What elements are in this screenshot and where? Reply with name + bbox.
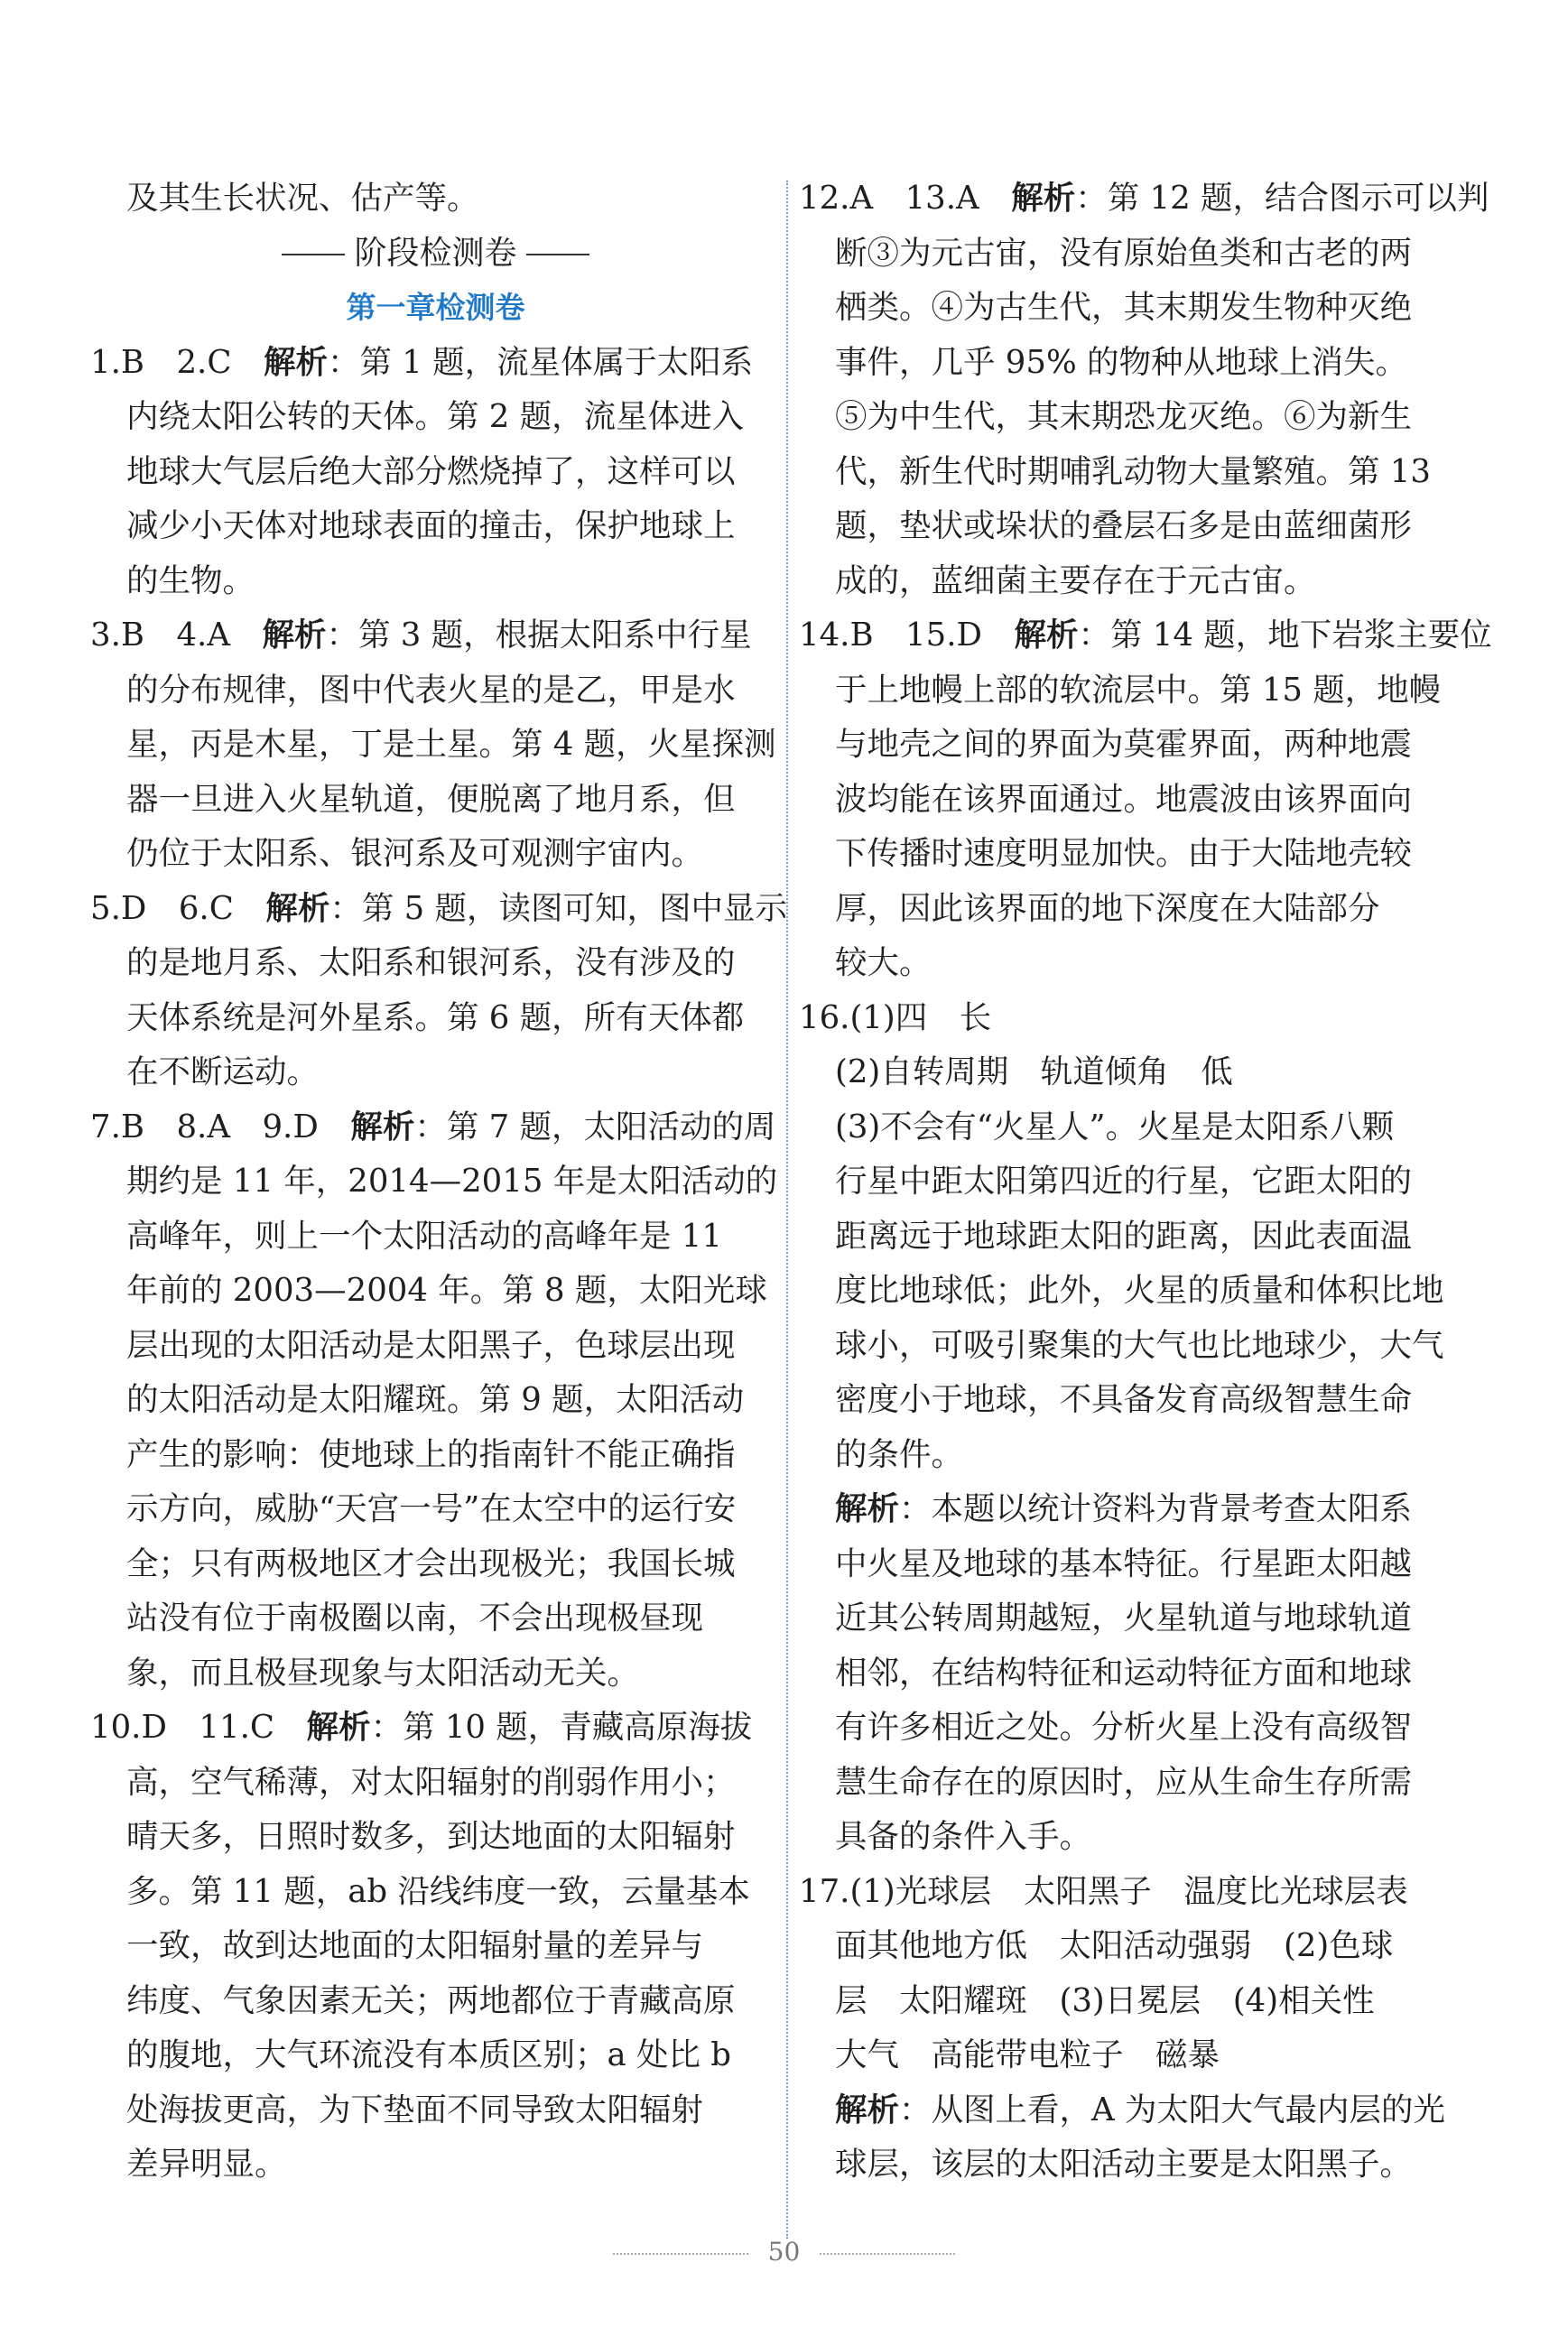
answer-q10-11: 10.D 11.C 解析：第 10 题，青藏高原海拔 [90, 1709, 753, 1746]
text-line: (2)自转周期 轨道倾角 低 [835, 1053, 1233, 1090]
text-line: 在不断运动。 [126, 1053, 320, 1090]
text-line: 天体系统是河外星系。第 6 题，所有天体都 [126, 998, 745, 1036]
text-line: 的腹地，大气环流没有本质区别；a 处比 b [126, 2036, 731, 2073]
title-rule-right [526, 254, 589, 255]
text-line: 中火星及地球的基本特征。行星距太阳越 [835, 1544, 1413, 1582]
answer-q3-4: 3.B 4.A 解析：第 3 题，根据太阳系中行星 [90, 617, 752, 654]
text-line: 相邻，在结构特征和运动特征方面和地球 [835, 1654, 1413, 1692]
text-line: 纬度、气象因素无关；两地都位于青藏高原 [126, 1981, 736, 2019]
footer-rule-right [820, 2253, 955, 2255]
text-line: 断③为元古宙，没有原始鱼类和古老的两 [835, 234, 1413, 272]
text-line: 器一旦进入火星轨道，便脱离了地月系，但 [126, 780, 736, 818]
right-column [799, 172, 1492, 2193]
footer-rule-left [613, 2253, 748, 2255]
text-line: 栖类。④为古生代，其末期发生物种灭绝 [835, 289, 1413, 326]
text-line: 层出现的太阳活动是太阳黑子，色球层出现 [126, 1326, 736, 1364]
title-rule-left [282, 254, 345, 255]
text-line: 面其他地方低 太阳活动强弱 (2)色球 [835, 1927, 1394, 1964]
text-line: 的是地月系、太阳系和银河系，没有涉及的 [126, 944, 736, 981]
analysis-q16: 解析：本题以统计资料为背景考查太阳系 [835, 1490, 1413, 1527]
text-line: ⑤为中生代，其末期恐龙灭绝。⑥为新生 [835, 398, 1413, 435]
text-line: 高，空气稀薄，对太阳辐射的削弱作用小； [126, 1763, 736, 1801]
text-line: 球小，可吸引聚集的大气也比地球少，大气 [835, 1326, 1444, 1364]
page-footer [0, 2237, 1568, 2273]
text-line: 仍位于太阳系、银河系及可观测宇宙内。 [126, 835, 704, 872]
answer-q16: 16.(1)四 长 [799, 998, 992, 1036]
text-line: 与地壳之间的界面为莫霍界面，两种地震 [835, 726, 1413, 763]
text-line: 的分布规律，图中代表火星的是乙，甲是水 [126, 671, 736, 709]
text-line: 距离远于地球距太阳的距离，因此表面温 [835, 1217, 1413, 1255]
text-line: 代，新生代时期哺乳动物大量繁殖。第 13 [835, 452, 1431, 490]
answer-q17: 17.(1)光球层 太阳黑子 温度比光球层表 [799, 1872, 1408, 1910]
text-line: 慧生命存在的原因时，应从生命生存所需 [835, 1763, 1413, 1801]
text-line: 近其公转周期越短，火星轨道与地球轨道 [835, 1600, 1413, 1637]
answer-q14-15: 14.B 15.D 解析：第 14 题，地下岩浆主要位 [799, 617, 1492, 654]
text-line: 波均能在该界面通过。地震波由该界面向 [835, 780, 1413, 818]
answer-q5-6: 5.D 6.C 解析：第 5 题，读图可知，图中显示 [90, 889, 788, 927]
answer-q7-9: 7.B 8.A 9.D 解析：第 7 题，太阳活动的周 [90, 1108, 776, 1145]
text-line: 高峰年，则上一个太阳活动的高峰年是 11 [126, 1217, 722, 1255]
left-column [90, 172, 788, 2193]
text-line: 事件，几乎 95% 的物种从地球上消失。 [835, 343, 1407, 381]
text-line: 地球大气层后绝大部分燃烧掉了，这样可以 [126, 452, 736, 490]
text-line: 一致，故到达地面的太阳辐射量的差异与 [126, 1927, 704, 1964]
text-line: 有许多相近之处。分析火星上没有高级智 [835, 1709, 1413, 1746]
text-line: 全；只有两极地区才会出现极光；我国长城 [126, 1544, 736, 1582]
text-line: 站没有位于南极圈以南，不会出现极昼现 [126, 1600, 704, 1637]
section-title: 阶段检测卷 [90, 227, 781, 282]
text-line: 产生的影响：使地球上的指南针不能正确指 [126, 1435, 736, 1473]
text-line: 星，丙是木星，丁是土星。第 4 题，火星探测 [126, 726, 776, 763]
chapter-title: 第一章检测卷 [346, 290, 525, 325]
text-line: 层 太阳耀斑 (3)日冕层 (4)相关性 [835, 1981, 1375, 2019]
answer-q1-2: 1.B 2.C 解析：第 1 题，流星体属于太阳系 [90, 343, 754, 381]
text-line: 题，垫状或垛状的叠层石多是由蓝细菌形 [835, 507, 1413, 544]
analysis-q17: 解析：从图上看，A 为太阳大气最内层的光 [835, 2091, 1445, 2128]
text-line: 较大。 [835, 944, 932, 981]
text-line: 期约是 11 年，2014—2015 年是太阳活动的 [126, 1163, 778, 1200]
text-line: 下传播时速度明显加快。由于大陆地壳较 [835, 835, 1413, 872]
answer-q12-13: 12.A 13.A 解析：第 12 题，结合图示可以判 [799, 180, 1489, 217]
text-line: 示方向，威胁“天宫一号”在太空中的运行安 [126, 1490, 737, 1527]
text-line: 成的，蓝细菌主要存在于元古宙。 [835, 561, 1316, 599]
page-number: 50 [767, 2237, 801, 2267]
text-line: 象，而且极昼现象与太阳活动无关。 [126, 1654, 640, 1692]
text-line: 年前的 2003—2004 年。第 8 题，太阳光球 [126, 1272, 767, 1309]
text-line: 多。第 11 题，ab 沿线纬度一致，云量基本 [126, 1872, 750, 1910]
text-line: 及其生长状况、估产等。 [126, 180, 479, 217]
column-divider [786, 181, 788, 2239]
text-line: 度比地球低；此外，火星的质量和体积比地 [835, 1272, 1444, 1309]
text-line: 的生物。 [126, 561, 255, 599]
text-line: 晴天多，日照时数多，到达地面的太阳辐射 [126, 1818, 736, 1855]
text-line: 内绕太阳公转的天体。第 2 题，流星体进入 [126, 398, 745, 435]
text-line: 差异明显。 [126, 2146, 287, 2183]
text-line: 厚，因此该界面的地下深度在大陆部分 [835, 889, 1380, 927]
text-line: 行星中距太阳第四近的行星，它距太阳的 [835, 1163, 1413, 1200]
text-line: 球层，该层的太阳活动主要是太阳黑子。 [835, 2146, 1413, 2183]
text-line: 处海拔更高，为下垫面不同导致太阳辐射 [126, 2091, 704, 2128]
text-line: 的条件。 [835, 1435, 964, 1473]
text-line: 具备的条件入手。 [835, 1818, 1092, 1855]
text-line: (3)不会有“火星人”。火星是太阳系八颗 [835, 1108, 1395, 1145]
text-line: 密度小于地球，不具备发育高级智慧生命 [835, 1381, 1413, 1418]
text-line: 减少小天体对地球表面的撞击，保护地球上 [126, 507, 736, 544]
text-line: 于上地幔上部的软流层中。第 15 题，地幔 [835, 671, 1442, 709]
text-line: 大气 高能带电粒子 磁暴 [835, 2036, 1220, 2073]
text-line: 的太阳活动是太阳耀斑。第 9 题，太阳活动 [126, 1381, 745, 1418]
